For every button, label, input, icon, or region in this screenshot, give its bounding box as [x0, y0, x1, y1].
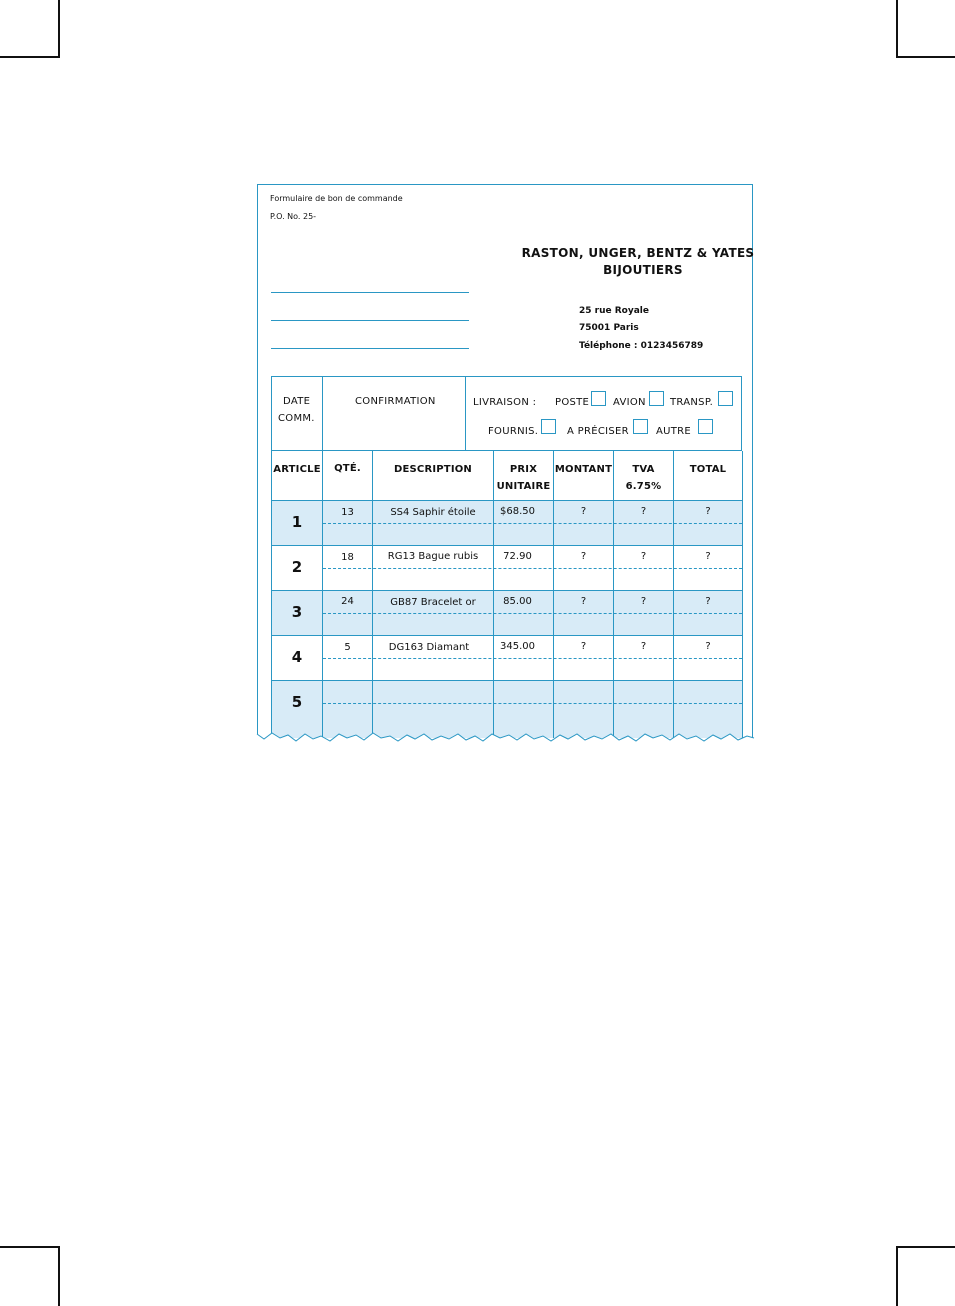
- row-line-1: [271, 545, 743, 546]
- crop-mark-bottom-right-v: [896, 1246, 898, 1306]
- row-dash-5: [323, 703, 742, 704]
- date-label-2: COMM.: [278, 413, 315, 424]
- order-info-box: [271, 376, 742, 451]
- delivery-label: LIVRAISON :: [473, 397, 537, 408]
- row-dash-3: [323, 613, 742, 614]
- row-1-qte[interactable]: 13: [341, 507, 354, 518]
- row-4-description[interactable]: DG163 Diamant: [388, 642, 470, 653]
- option-transp-checkbox[interactable]: [718, 391, 733, 406]
- row-2-total[interactable]: ?: [705, 551, 711, 562]
- header-tva-rate: 6.75%: [625, 481, 662, 492]
- option-avion-checkbox[interactable]: [649, 391, 664, 406]
- row-1-description[interactable]: SS4 Saphir étoile: [390, 507, 476, 518]
- row-line-header: [271, 500, 743, 501]
- row-4-montant[interactable]: ?: [580, 641, 587, 652]
- row-line-4: [271, 680, 743, 681]
- row-2-qte[interactable]: 18: [341, 552, 354, 563]
- option-transp-label: TRANSP.: [670, 397, 714, 408]
- row-1-article: 1: [291, 513, 303, 531]
- col-sep-article: [322, 451, 323, 738]
- row-4-qte[interactable]: 5: [344, 642, 351, 653]
- row-dash-2: [323, 568, 742, 569]
- row-3-description[interactable]: GB87 Bracelet or: [390, 597, 476, 608]
- address-city: 75001 Paris: [579, 323, 639, 333]
- crop-mark-bottom-left-h: [0, 1246, 58, 1248]
- row-line-2: [271, 590, 743, 591]
- crop-mark-top-right-h: [898, 56, 955, 58]
- option-autre-checkbox[interactable]: [698, 419, 713, 434]
- row-3-tva[interactable]: ?: [640, 596, 647, 607]
- crop-mark-bottom-right-h: [898, 1246, 955, 1248]
- col-sep-qte: [372, 451, 373, 738]
- company-subtitle: BIJOUTIERS: [603, 263, 683, 277]
- row-3-qte[interactable]: 24: [341, 596, 354, 607]
- row-2-article: 2: [291, 558, 303, 576]
- address-street: 25 rue Royale: [579, 306, 649, 316]
- option-fournis-checkbox[interactable]: [541, 419, 556, 434]
- company-name: RASTON, UNGER, BENTZ & YATES: [521, 246, 755, 260]
- col-sep-prix: [553, 451, 554, 738]
- phone-number: Téléphone : 0123456789: [579, 341, 704, 351]
- row-1-prix[interactable]: $68.50: [500, 506, 535, 517]
- row-1-tva[interactable]: ?: [640, 506, 647, 517]
- torn-edge: [250, 724, 760, 750]
- row-4-total[interactable]: ?: [705, 641, 711, 652]
- option-a-preciser-checkbox[interactable]: [633, 419, 648, 434]
- header-total: TOTAL: [689, 464, 727, 475]
- row-dash-4: [323, 658, 742, 659]
- row-3-montant[interactable]: ?: [580, 596, 587, 607]
- row-3-total[interactable]: ?: [705, 596, 711, 607]
- row-2-tva[interactable]: ?: [640, 551, 647, 562]
- header-montant: MONTANT: [554, 464, 613, 475]
- row-4-tva[interactable]: ?: [640, 641, 647, 652]
- table-right-border: [742, 451, 743, 738]
- crop-mark-top-left-v: [58, 0, 60, 58]
- row-2-montant[interactable]: ?: [580, 551, 587, 562]
- row-4-prix[interactable]: 345.00: [500, 641, 535, 652]
- row-1-total[interactable]: ?: [705, 506, 711, 517]
- option-autre-label: AUTRE: [656, 426, 692, 437]
- option-a-preciser-label: A PRÉCISER: [567, 426, 629, 437]
- header-prix: PRIX: [509, 464, 538, 475]
- option-poste-label: POSTE: [555, 397, 590, 408]
- row-4-article: 4: [291, 648, 303, 666]
- order-info-divider-2: [465, 376, 466, 451]
- form-title: Formulaire de bon de commande: [270, 194, 403, 203]
- row-line-3: [271, 635, 743, 636]
- crop-mark-top-right-v: [896, 0, 898, 58]
- col-sep-tva: [673, 451, 674, 738]
- header-tva: TVA: [632, 464, 655, 475]
- row-3-article: 3: [291, 603, 303, 621]
- crop-mark-top-left-h: [0, 56, 58, 58]
- confirmation-label: CONFIRMATION: [355, 396, 436, 407]
- row-3-prix[interactable]: 85.00: [503, 596, 532, 607]
- po-number: P.O. No. 25-: [270, 212, 317, 221]
- row-2-prix[interactable]: 72.90: [503, 551, 532, 562]
- header-prix-unitaire: UNITAIRE: [496, 481, 551, 492]
- row-1-montant[interactable]: ?: [580, 506, 587, 517]
- option-poste-checkbox[interactable]: [591, 391, 606, 406]
- order-info-divider-1: [322, 376, 323, 451]
- header-description: DESCRIPTION: [393, 464, 473, 475]
- address-blank-line-1[interactable]: [271, 292, 469, 293]
- header-qte: QTÉ.: [334, 463, 361, 474]
- row-dash-1: [323, 523, 742, 524]
- header-article: ARTICLE: [273, 464, 321, 475]
- option-avion-label: AVION: [613, 397, 646, 408]
- option-fournis-label: FOURNIS.: [488, 426, 539, 437]
- address-blank-line-2[interactable]: [271, 320, 469, 321]
- crop-mark-bottom-left-v: [58, 1246, 60, 1306]
- address-blank-line-3[interactable]: [271, 348, 469, 349]
- row-5-article: 5: [291, 693, 303, 711]
- row-2-description[interactable]: RG13 Bague rubis: [387, 551, 479, 562]
- date-label: DATE: [283, 396, 311, 407]
